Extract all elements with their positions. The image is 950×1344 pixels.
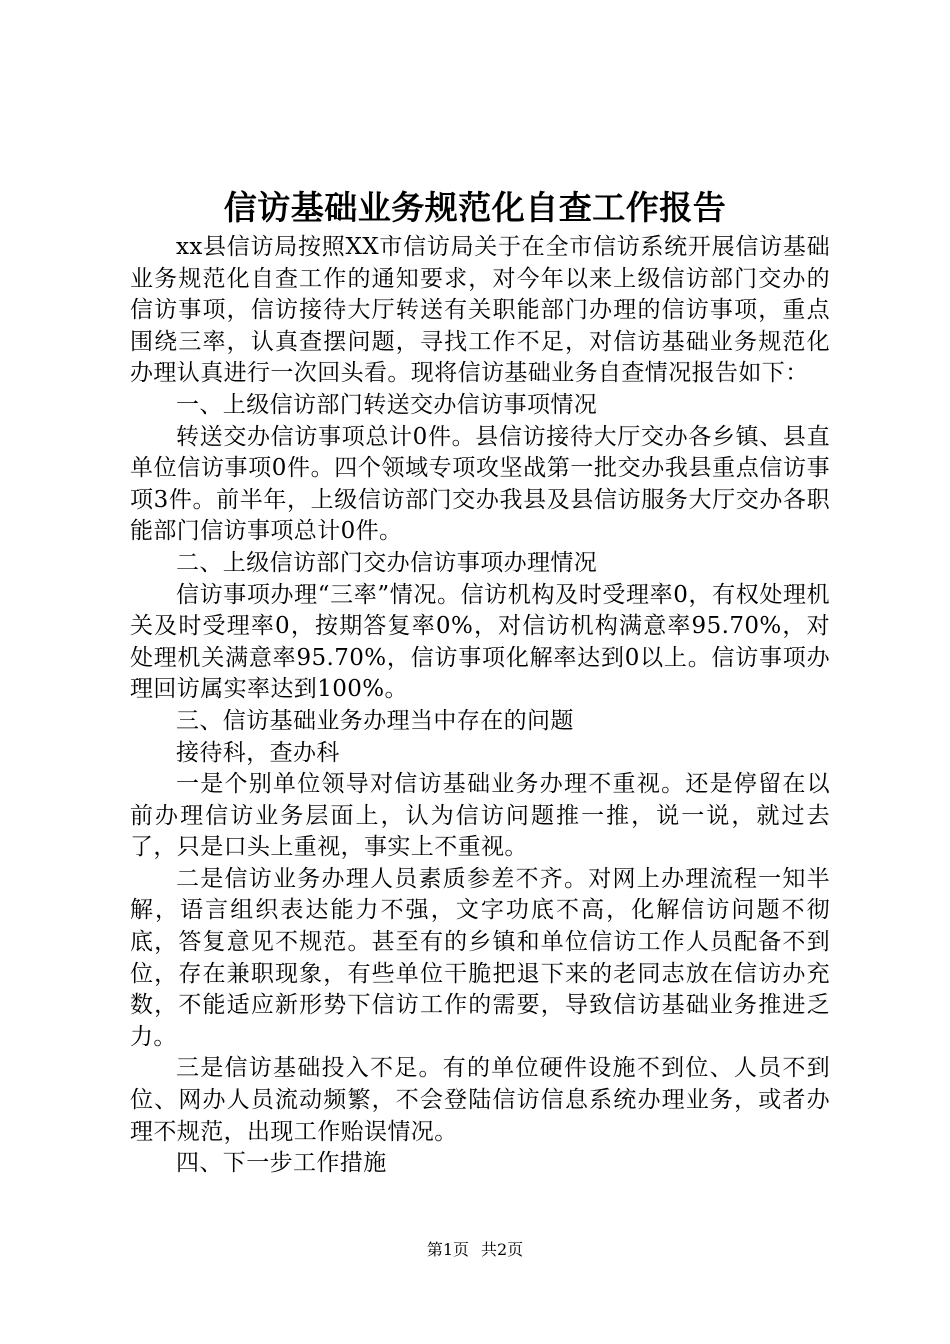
paragraph: 转送交办信访事项总计0件。县信访接待大厅交办各乡镇、县直单位信访事项0件。四个领域专项攻坚战第一批交办我县重点信访事项3件。前半年，上级信访部门交办我县及县信访服务大厅交办各职能部门信访事项总计0件。 <box>130 423 830 545</box>
paragraph-intro: xx县信访局按照XX市信访局关于在全市信访系统开展信访基础业务规范化自查工作的通知要求，对今年以来上级信访部门交办的信访事项，信访接待大厅转送有关职能部门办理的信访事项，重点围绕三率，认真查摆问题，寻找工作不足，对信访基础业务规范化办理认真进行一次回头看。现将信访基础业务自查情况报告如下： <box>130 234 830 387</box>
paragraph: 二是信访业务办理人员素质参差不齐。对网上办理流程一知半解，语言组织表达能力不强，文字功底不高，化解信访问题不彻底，答复意见不规范。甚至有的乡镇和单位信访工作人员配备不到位，存在兼职现象，有些单位干脆把退下来的老同志放在信访办充数，不能适应新形势下信访工作的需要，导致信访基础业务推进乏力。 <box>130 865 830 1050</box>
page-number: 第1页 <box>426 1240 469 1259</box>
paragraph: 三是信访基础投入不足。有的单位硬件设施不到位、人员不到位、网办人员流动频繁，不会登陆信访信息系统办理业务，或者办理不规范，出现工作贻误情况。 <box>130 1055 830 1145</box>
page-footer <box>0 1238 950 1262</box>
document-title: 信访基础业务规范化自查工作报告 <box>223 188 727 227</box>
section-heading-3: 三、信访基础业务办理当中存在的问题 <box>176 707 574 734</box>
page-total: 共2页 <box>481 1240 524 1259</box>
section-heading-1: 一、上级信访部门转送交办信访事项情况 <box>176 391 598 418</box>
paragraph: 接待科，查办科 <box>176 739 340 766</box>
paragraph: 一是个别单位领导对信访基础业务办理不重视。还是停留在以前办理信访业务层面上，认为信访问题推一推，说一说，就过去了，只是口头上重视，事实上不重视。 <box>130 771 830 861</box>
section-heading-2: 二、上级信访部门交办信访事项办理情况 <box>176 549 598 576</box>
document-body <box>130 232 830 1180</box>
paragraph: 信访事项办理“三率”情况。信访机构及时受理率0，有权处理机关及时受理率0，按期答复率0%，对信访机构满意率95.70%，对处理机关满意率95.70%，信访事项化解率达到0以上。信访事项办理回访属实率达到100%。 <box>130 581 830 703</box>
section-heading-4: 四、下一步工作措施 <box>176 1150 387 1177</box>
